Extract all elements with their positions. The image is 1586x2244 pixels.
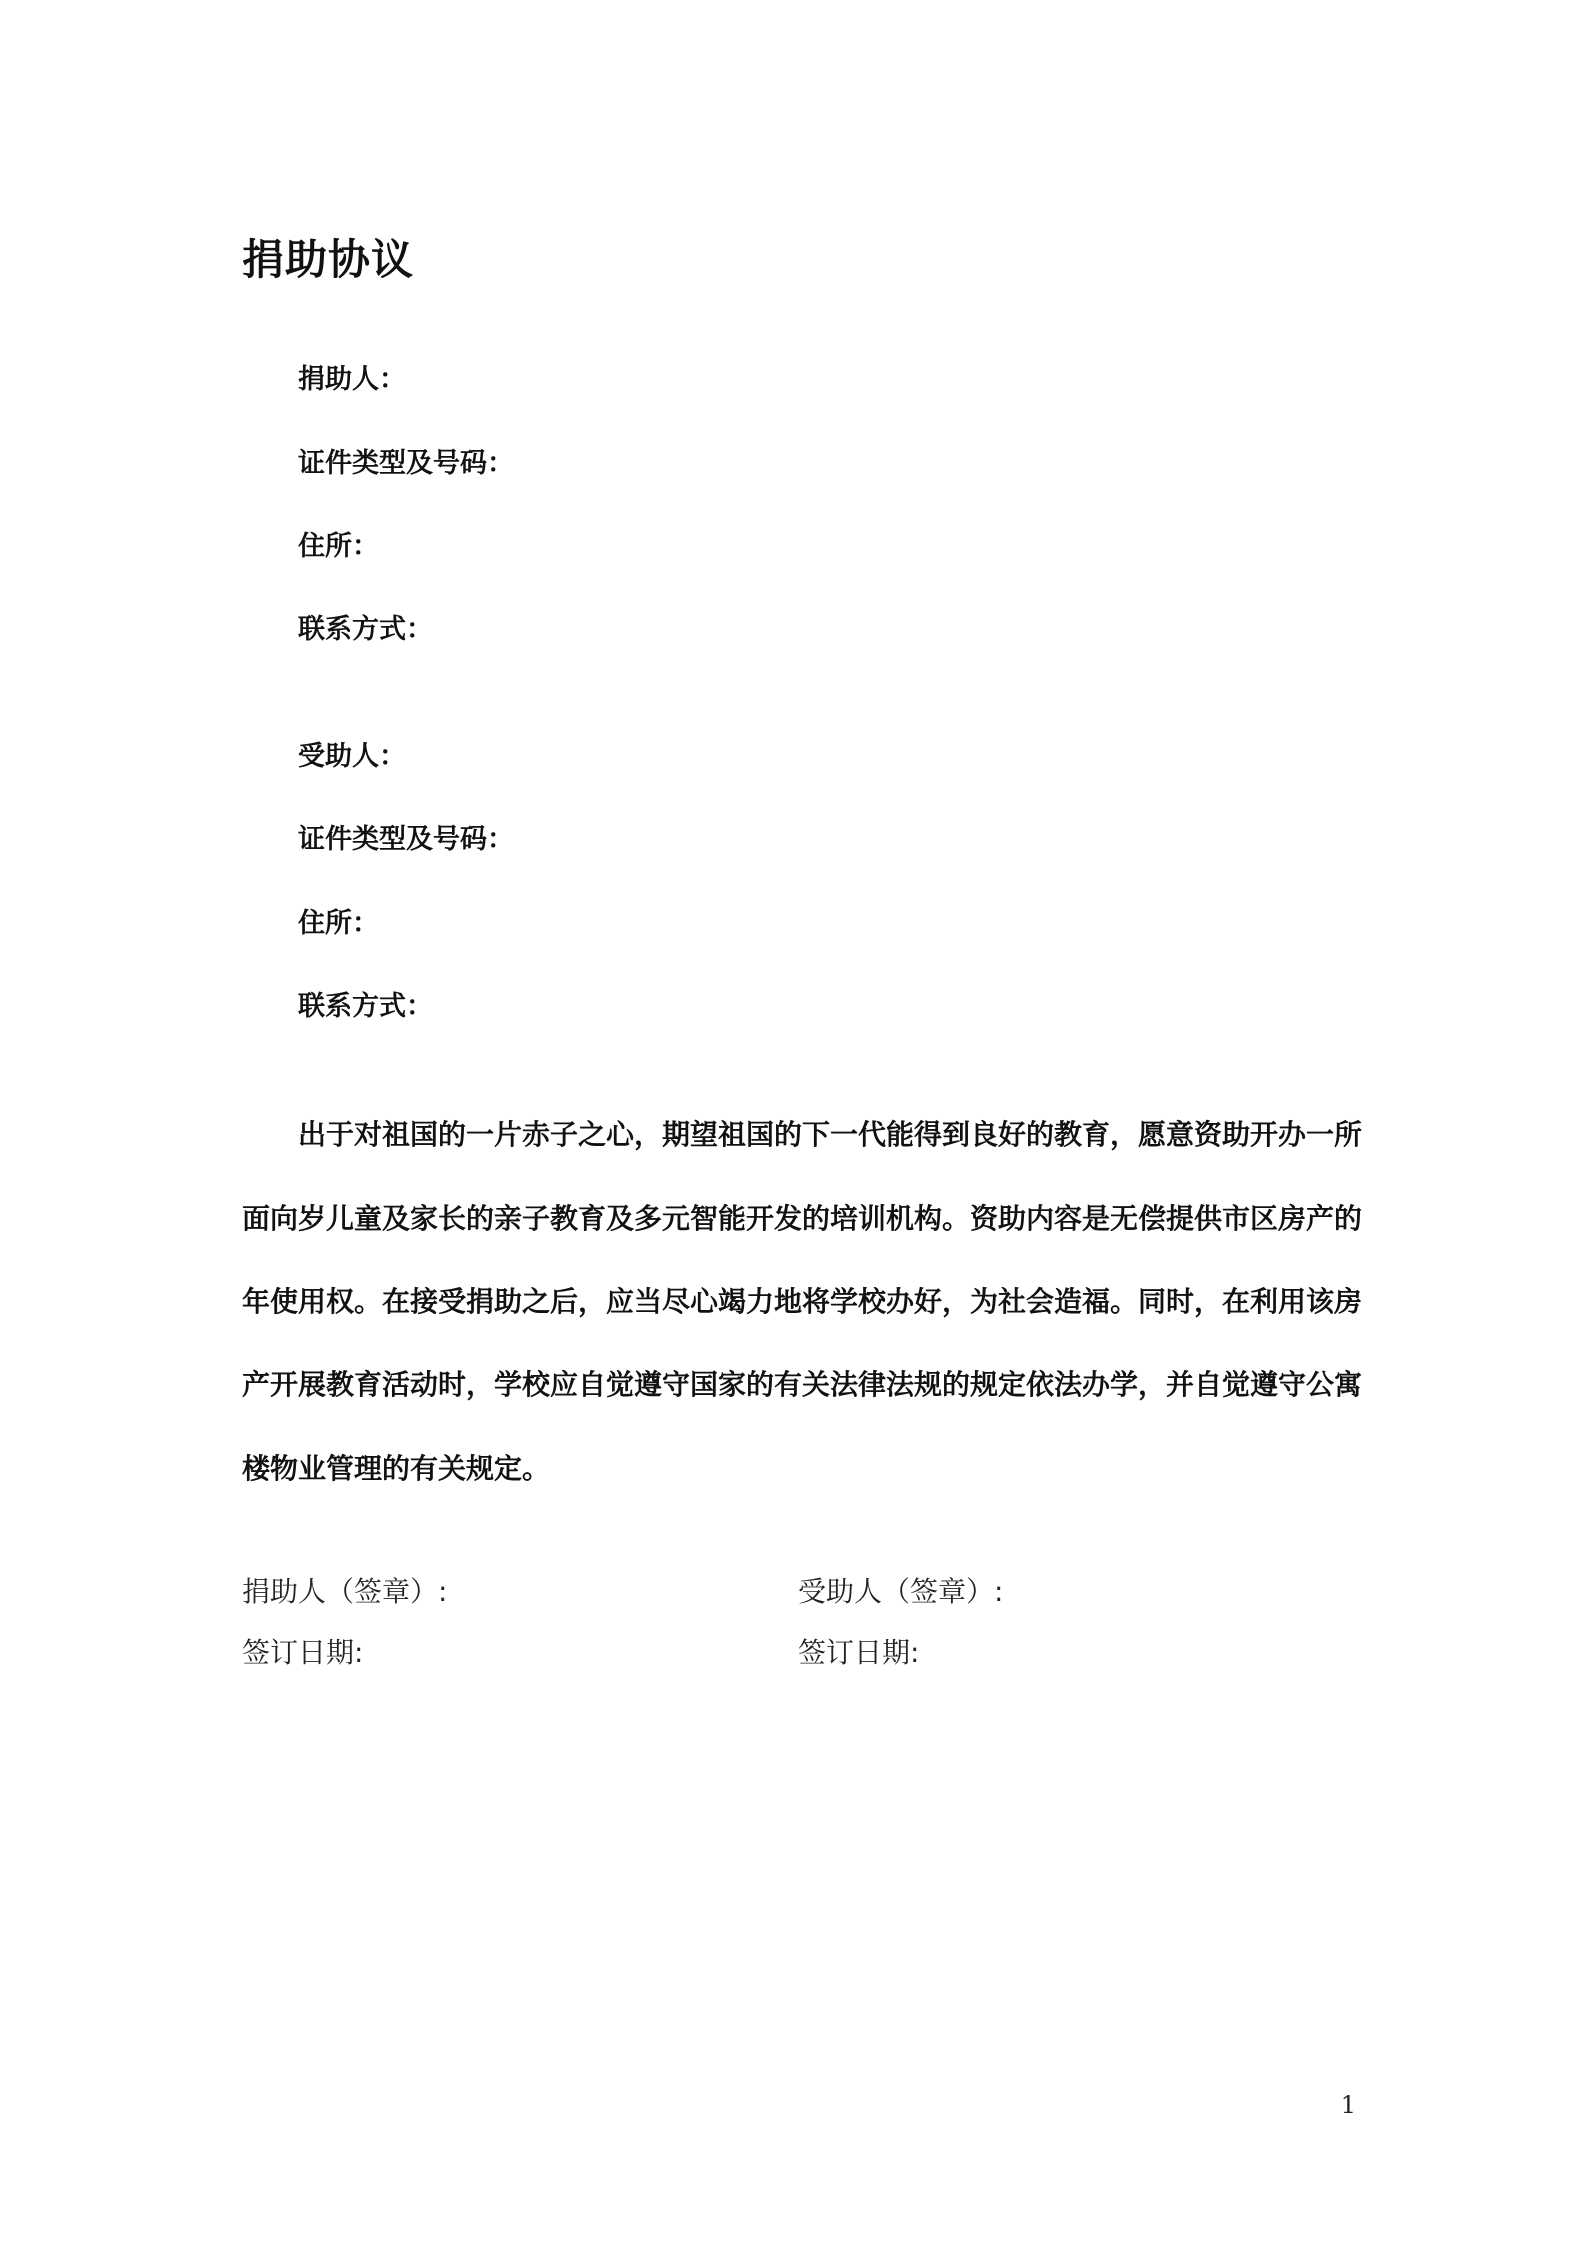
donor-name-label: 捐助人： [298, 364, 406, 395]
donor-address-label: 住所： [298, 531, 379, 562]
recipient-contact-label: 联系方式： [298, 991, 433, 1022]
recipient-id-label: 证件类型及号码： [298, 824, 514, 855]
recipient-address-label: 住所： [298, 908, 379, 939]
recipient-name-label: 受助人： [298, 741, 406, 772]
donor-date-label: 签订日期: [242, 1636, 364, 1669]
body-paragraph-line: 出于对祖国的一片赤子之心，期望祖国的下一代能得到良好的教育，愿意资助开办一所 [298, 1118, 1363, 1151]
body-paragraph-line: 产开展教育活动时，学校应自觉遵守国家的有关法律法规的规定依法办学，并自觉遵守公寓 [242, 1368, 1363, 1401]
body-paragraph-line: 面向岁儿童及家长的亲子教育及多元智能开发的培训机构。资助内容是无偿提供市区房产的 [242, 1202, 1363, 1235]
donor-seal-label: 捐助人（签章）: [242, 1575, 448, 1608]
document-title: 捐助协议 [242, 235, 415, 284]
recipient-seal-label: 受助人（签章）: [798, 1575, 1004, 1608]
donor-contact-label: 联系方式： [298, 614, 433, 645]
page-number: 1 [1340, 2091, 1356, 2119]
body-paragraph-line: 年使用权。在接受捐助之后，应当尽心竭力地将学校办好，为社会造福。同时，在利用该房 [242, 1285, 1363, 1318]
recipient-date-label: 签订日期: [798, 1636, 920, 1669]
donor-id-label: 证件类型及号码： [298, 448, 514, 479]
body-paragraph-line: 楼物业管理的有关规定。 [242, 1452, 551, 1485]
